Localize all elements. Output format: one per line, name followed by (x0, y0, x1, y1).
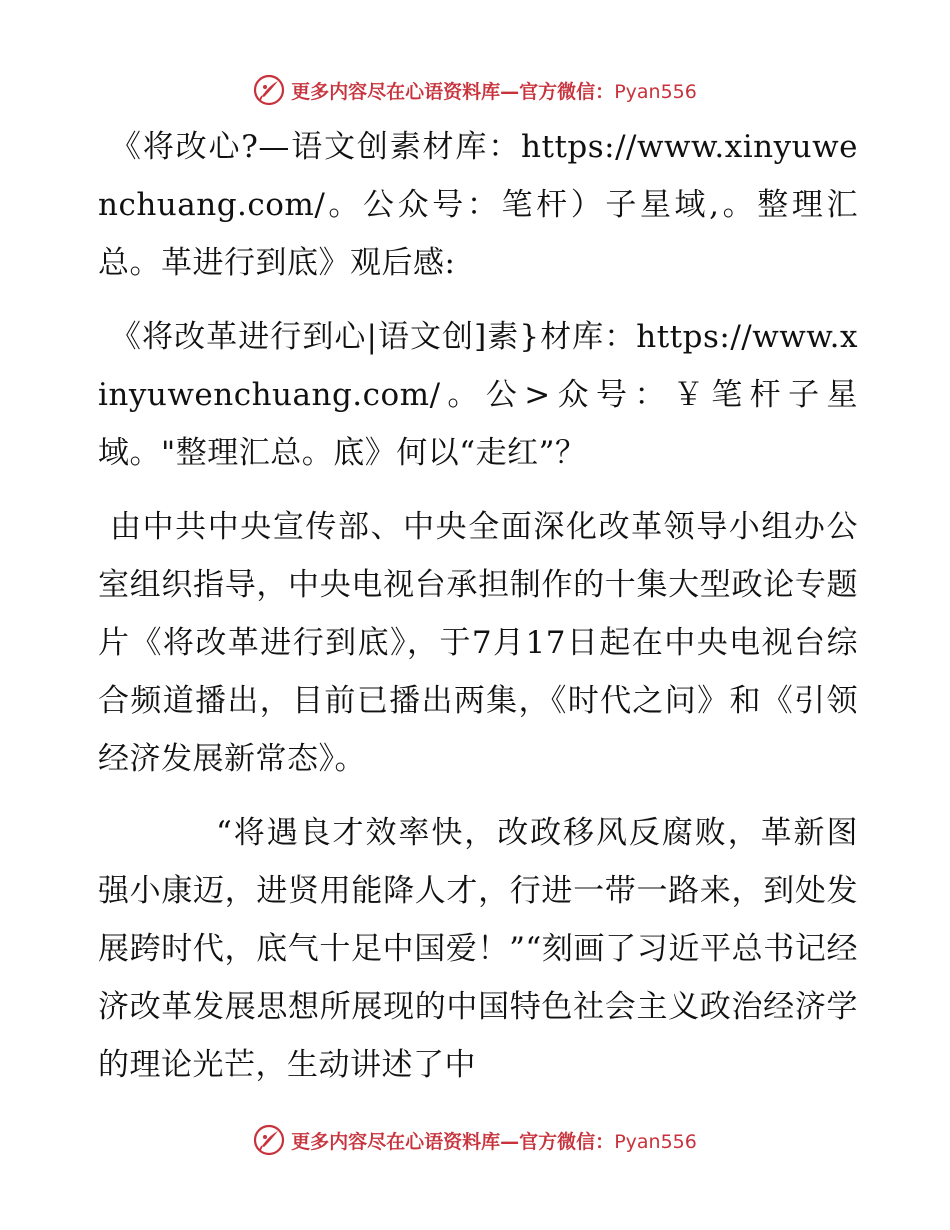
header-site-name: 更多内容尽在心语资料库 (291, 80, 501, 103)
quill-logo-icon (253, 1124, 285, 1156)
footer-wechat-label: 官方微信： (519, 1130, 615, 1153)
paragraph-2: 《将改革进行到心|语文创]素}材库：https://www.xinyuwenchuang.com/。公>众号：￥笔杆子星域。"整理汇总。底》何以“走红”？ (98, 319, 858, 471)
footer-banner-text (291, 1127, 697, 1154)
paragraph-1: 《将改心?—语文创素材库：https://www.xinyuwenchuang.com/。公众号：笔杆）子星域,。整理汇总。革进行到底》观后感: (98, 129, 858, 281)
header-banner-text (291, 77, 697, 104)
document-body (98, 118, 858, 1094)
footer-banner (0, 1120, 950, 1160)
footer-separator: — (500, 1130, 520, 1153)
quill-logo-icon (253, 74, 285, 106)
footer-site-name: 更多内容尽在心语资料库 (291, 1130, 501, 1153)
paragraph-4: “将遇良才效率快，改政移风反腐败，革新图强小康迈，进贤用能降人才，行进一带一路来，到处发展跨时代，底气十足中国爱！”“刻画了习近平总书记经济改革发展思想所展现的中国特色社会主义政治经济学的理论光芒，生动讲述了中 (98, 815, 858, 1083)
header-banner (0, 70, 950, 110)
paragraph-3: 由中共中央宣传部、中央全面深化改革领导小组办公室组织指导，中央电视台承担制作的十集大型政论专题片《将改革进行到底》，于7月17日起在中央电视台综合频道播出，目前已播出两集，《时代之问》和《引领经济发展新常态》。 (98, 509, 858, 777)
header-separator: — (500, 80, 520, 103)
header-wechat-label: 官方微信： (519, 80, 615, 103)
footer-wechat-handle: Pyan556 (614, 1130, 697, 1153)
header-wechat-handle: Pyan556 (614, 80, 697, 103)
